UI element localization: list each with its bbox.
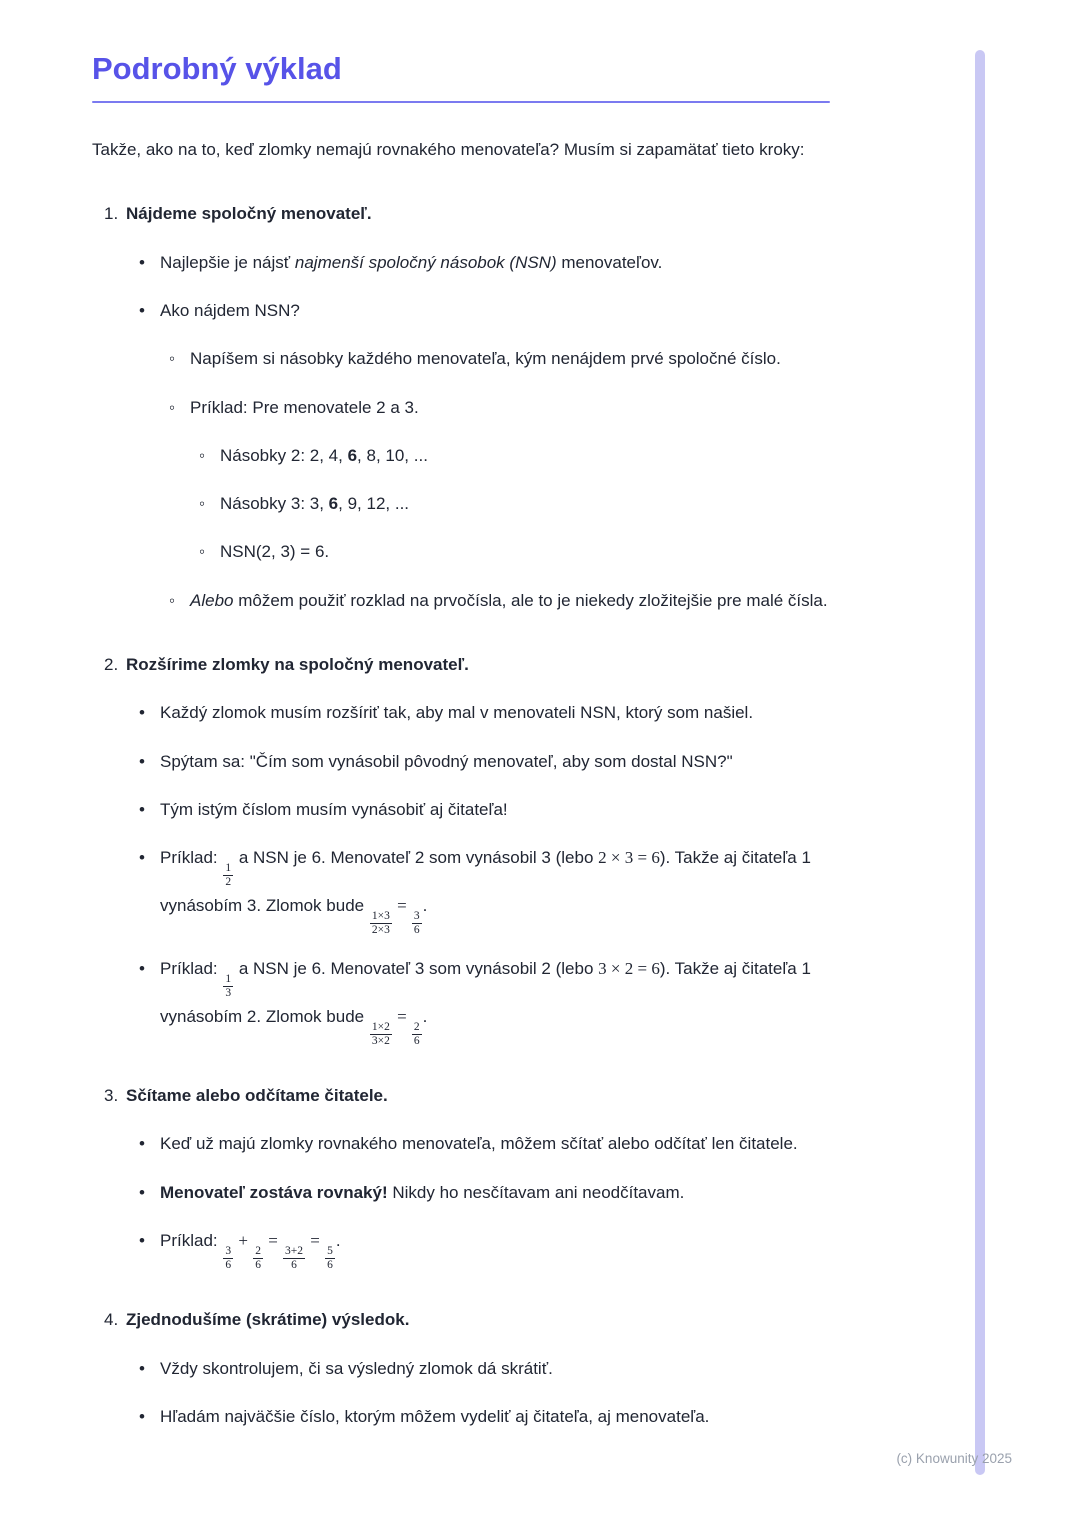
fraction-denominator: 6 <box>225 1259 232 1272</box>
bullet-circle-icon: ◦ <box>169 397 176 417</box>
fraction-numerator: 1 <box>223 862 233 876</box>
step-number: 3. <box>104 1085 119 1105</box>
bullet-disc-icon: • <box>139 1182 145 1202</box>
text-run: Menovateľ zostáva rovnaký! <box>160 1182 388 1202</box>
text-run: Príklad: <box>160 848 223 868</box>
fraction-denominator: 6 <box>413 923 420 936</box>
fraction <box>223 1245 233 1272</box>
step-title: Sčítame alebo odčítame čitatele. <box>126 1085 388 1105</box>
text-run: Násobky 3: 3, <box>220 494 329 514</box>
fraction-denominator: 3 <box>225 987 232 1000</box>
step-title: Rozšírime zlomky na spoločný menovateľ. <box>126 655 469 674</box>
text-run: Tým istým číslom musím vynásobiť aj čitateľa! <box>160 799 508 819</box>
list-item <box>198 536 830 568</box>
text-run: Napíšem si násobky každého menovateľa, kým nenájdem prvé spoločné číslo. <box>190 349 781 369</box>
step <box>92 649 830 1048</box>
text-run: a NSN je 6. Menovateľ 3 som vynásobil 2 (lebo <box>234 959 599 979</box>
bullet-disc-icon: • <box>139 1230 145 1250</box>
bullet-disc-icon: • <box>139 703 145 723</box>
step-heading <box>92 198 830 230</box>
fraction <box>253 1245 263 1272</box>
text-run: + <box>234 1230 253 1250</box>
fraction-numerator: 3 <box>412 910 422 924</box>
fraction-denominator: 3×2 <box>371 1034 390 1047</box>
list-item <box>138 295 830 617</box>
fraction-denominator: 6 <box>413 1034 420 1047</box>
text-run: Keď už majú zlomky rovnakého menovateľa, môžem sčítať alebo odčítať len čitatele. <box>160 1134 798 1154</box>
list-item <box>138 953 830 1048</box>
list-item <box>138 1225 830 1272</box>
fraction <box>223 862 233 889</box>
bullet-list <box>138 247 830 617</box>
list-item <box>198 440 830 472</box>
list-item <box>168 585 830 617</box>
bullet-disc-icon: • <box>139 1406 145 1426</box>
bullet-circle-icon: ◦ <box>199 494 206 514</box>
list-item-text <box>190 349 781 368</box>
step-number: 1. <box>104 204 119 224</box>
list-item-text <box>160 800 508 819</box>
list-item <box>138 1401 830 1433</box>
list-item-text <box>160 1134 798 1153</box>
fraction <box>412 910 422 937</box>
fraction-denominator: 6 <box>291 1259 297 1272</box>
bullet-disc-icon: • <box>139 959 145 979</box>
list-item <box>138 842 830 937</box>
page-title: Podrobný výklad <box>92 51 342 86</box>
list-item <box>138 1353 830 1385</box>
scrollbar[interactable] <box>975 50 985 1475</box>
list-item-text <box>160 1183 684 1202</box>
text-run: = <box>392 1006 411 1026</box>
fraction-numerator: 5 <box>325 1245 335 1259</box>
list-item <box>138 746 830 778</box>
list-item-text <box>220 542 329 561</box>
step-heading <box>92 1080 830 1112</box>
fraction <box>325 1245 335 1272</box>
bullet-circle-icon: ◦ <box>199 445 206 465</box>
fraction-denominator: 2 <box>225 876 232 889</box>
list-item-text <box>190 591 828 610</box>
text-run: ). Takže aj čitateľa 1 vynásobím 3. Zlomok bude <box>160 848 811 915</box>
text-run: a NSN je 6. Menovateľ 2 som vynásobil 3 (lebo <box>234 848 599 868</box>
bullet-list <box>138 1353 830 1434</box>
bullet-list <box>138 697 830 1048</box>
text-run: 3 × 2 = 6 <box>598 959 660 979</box>
fraction-denominator: 2×3 <box>371 923 390 936</box>
text-run: ). Takže aj čitateľa 1 vynásobím 2. Zlomok bude <box>160 959 811 1026</box>
list-item <box>138 697 830 729</box>
step-heading <box>92 1304 830 1336</box>
title-divider <box>92 101 830 103</box>
list-item <box>168 343 830 375</box>
text-run: , 9, 12, ... <box>338 494 410 514</box>
step-number: 4. <box>104 1310 119 1330</box>
text-run: , 8, 10, ... <box>357 445 428 465</box>
bullet-list <box>138 1128 830 1272</box>
step <box>92 1080 830 1272</box>
text-run: 2 × 3 = 6 <box>598 848 660 868</box>
list-item <box>198 488 830 520</box>
fraction-numerator: 2 <box>412 1021 422 1035</box>
list-item-text <box>220 446 428 465</box>
bullet-list <box>198 440 830 569</box>
text-run: Hľadám najväčšie číslo, ktorým môžem vydeliť aj čitateľa, aj menovateľa. <box>160 1406 710 1426</box>
list-item-text <box>160 703 753 722</box>
text-run: Alebo <box>190 590 234 610</box>
bullet-disc-icon: • <box>139 252 145 272</box>
bullet-disc-icon: • <box>139 1134 145 1154</box>
bullet-disc-icon: • <box>139 848 145 868</box>
steps-list <box>92 198 830 1433</box>
bullet-disc-icon: • <box>139 1358 145 1378</box>
bullet-circle-icon: ◦ <box>169 349 176 369</box>
text-run: najmenší spoločný násobok (NSN) <box>294 252 557 272</box>
fraction <box>370 910 392 937</box>
text-run: menovateľov. <box>556 252 663 272</box>
fraction-numerator: 3+2 <box>283 1245 305 1259</box>
text-run: Najlepšie je nájsť <box>160 252 295 272</box>
bullet-disc-icon: • <box>139 300 145 320</box>
bullet-circle-icon: ◦ <box>199 542 206 562</box>
text-run: Príklad: Pre menovatele 2 a 3. <box>190 397 419 417</box>
step-title: Nájdeme spoločný menovateľ. <box>126 204 372 224</box>
text-run: Príklad: <box>160 959 223 979</box>
fraction <box>412 1021 422 1048</box>
text-run: Násobky 2: 2, 4, <box>220 445 348 465</box>
text-run: Spýtam sa: "Čím som vynásobil pôvodný menovateľ, aby som dostal NSN?" <box>160 751 733 771</box>
list-item-text <box>190 398 419 417</box>
fraction-numerator: 3 <box>223 1245 233 1259</box>
fraction-numerator: 1×2 <box>370 1021 392 1035</box>
step <box>92 198 830 617</box>
text-run: 6 <box>347 445 358 465</box>
text-run: Vždy skontrolujem, či sa výsledný zlomok dá skrátiť. <box>160 1358 553 1378</box>
list-item-text <box>160 1230 341 1272</box>
list-item-text <box>160 752 733 771</box>
text-run: NSN(2, 3) = 6. <box>220 542 330 562</box>
step-title: Zjednodušíme (skrátime) výsledok. <box>126 1310 410 1330</box>
bullet-circle-icon: ◦ <box>169 590 176 610</box>
fraction-numerator: 1×3 <box>370 910 392 924</box>
list-item <box>168 392 830 569</box>
copyright-footer: (c) Knowunity 2025 <box>896 1451 1012 1466</box>
list-item-text <box>160 1407 709 1426</box>
text-run: môžem použiť rozklad na prvočísla, ale to je niekedy zložitejšie pre malé čísla. <box>233 590 828 610</box>
bullet-disc-icon: • <box>139 751 145 771</box>
list-item <box>138 247 830 279</box>
text-run: = <box>306 1230 325 1250</box>
fraction <box>370 1021 392 1048</box>
bullet-list <box>168 343 830 617</box>
list-item-text <box>160 253 662 272</box>
text-run: 6 <box>328 494 339 514</box>
list-item-text <box>220 494 409 513</box>
text-run: Nikdy ho nesčítavam ani neodčítavam. <box>387 1182 685 1202</box>
list-item <box>138 1177 830 1209</box>
text-run: Príklad: <box>160 1230 223 1250</box>
step-number: 2. <box>104 655 119 674</box>
text-run: Každý zlomok musím rozšíriť tak, aby mal v menovateli NSN, ktorý som našiel. <box>160 703 754 723</box>
text-run: . <box>422 1006 428 1026</box>
fraction-denominator: 6 <box>255 1259 261 1272</box>
text-run: = <box>263 1230 283 1250</box>
text-run: = <box>392 895 411 915</box>
step <box>92 1304 830 1433</box>
list-item <box>138 1128 830 1160</box>
fraction <box>223 973 233 1000</box>
text-run: . <box>422 895 428 915</box>
fraction <box>283 1245 305 1272</box>
list-item-text <box>160 301 300 320</box>
bullet-disc-icon: • <box>139 799 145 819</box>
list-item <box>138 794 830 826</box>
fraction-numerator: 2 <box>253 1245 263 1259</box>
intro-paragraph: Takže, ako na to, keď zlomky nemajú rovnakého menovateľa? Musím si zapamätať tieto kroky: <box>92 140 805 160</box>
list-item-text <box>160 1359 553 1378</box>
fraction-denominator: 6 <box>327 1259 333 1272</box>
fraction-numerator: 1 <box>223 973 233 987</box>
step-heading <box>92 649 830 681</box>
text-run: Ako nájdem NSN? <box>160 300 300 320</box>
text-run: . <box>335 1230 341 1250</box>
